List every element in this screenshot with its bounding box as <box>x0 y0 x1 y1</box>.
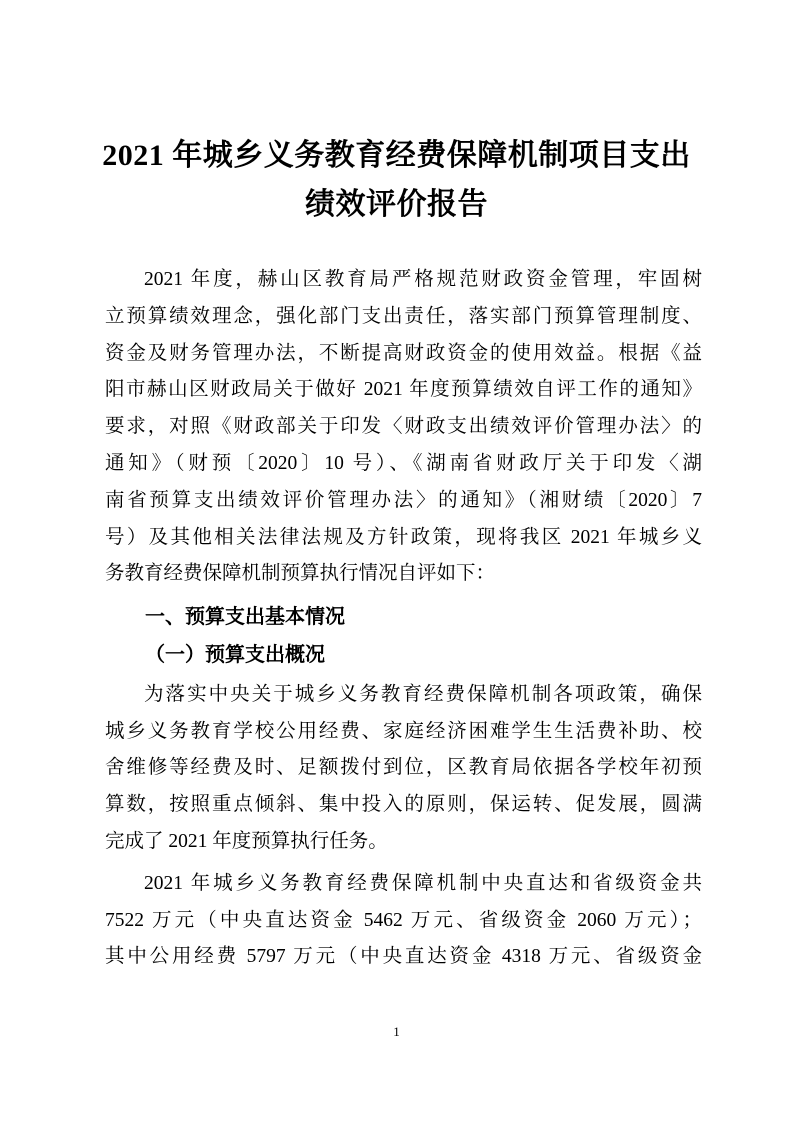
text-line: 2021 年城乡义务教育经费保障机制中央直达和省级资金共 <box>144 872 702 894</box>
text-line: 其中公用经费 5797 万元（中央直达资金 4318 万元、省级资金 <box>105 946 702 968</box>
text-line: 2021 年度，赫山区教育局严格规范财政资金管理，牢固树 <box>144 269 702 290</box>
text-line: 资金及财务管理办法，不断提高财政资金的使用效益。根据《益 <box>105 342 702 364</box>
report-title <box>0 131 793 229</box>
report-title-line-2: 绩效评价报告 <box>305 188 488 221</box>
document-content <box>105 262 702 976</box>
report-title-line-1: 2021 年城乡义务教育经费保障机制项目支出 <box>102 139 691 172</box>
text-line: 阳市赫山区财政局关于做好 2021 年度预算绩效自评工作的通知》 <box>105 379 702 401</box>
text-line: 南省预算支出绩效评价管理办法〉的通知》（湘财绩〔2020〕7 <box>105 489 702 511</box>
page-number: 1 <box>393 1024 400 1039</box>
paragraph <box>105 866 702 976</box>
text-line: 立预算绩效理念，强化部门支出责任，落实部门预算管理制度、 <box>105 305 702 327</box>
text-line: 为落实中央关于城乡义务教育经费保障机制各项政策，确保 <box>144 683 702 705</box>
text-line: 7522 万元（中央直达资金 5462 万元、省级资金 2060 万元）； <box>105 909 702 931</box>
text-line: 务教育经费保障机制预算执行情况自评如下： <box>105 563 496 585</box>
text-line: 算数，按照重点倾斜、集中投入的原则，保运转、促发展，圆满 <box>105 794 702 816</box>
text-line: 要求，对照《财政部关于印发〈财政支出绩效评价管理办法〉的 <box>105 416 702 438</box>
paragraph <box>105 677 702 861</box>
section-heading: 一、预算支出基本情况 <box>145 606 345 629</box>
subsection-heading: （一）预算支出概况 <box>145 643 325 666</box>
text-line: 通知》（财预〔2020〕10 号）、《湖南省财政厅关于印发〈湖 <box>105 452 702 474</box>
text-line: 城乡义务教育学校公用经费、家庭经济困难学生生活费补助、校 <box>105 720 702 742</box>
text-line: 号）及其他相关法律法规及方针政策，现将我区 2021 年城乡义 <box>105 526 702 548</box>
paragraph <box>105 262 702 593</box>
text-line: 完成了 2021 年度预算执行任务。 <box>105 830 388 852</box>
text-line: 舍维修等经费及时、足额拨付到位，区教育局依据各学校年初预 <box>105 757 702 779</box>
